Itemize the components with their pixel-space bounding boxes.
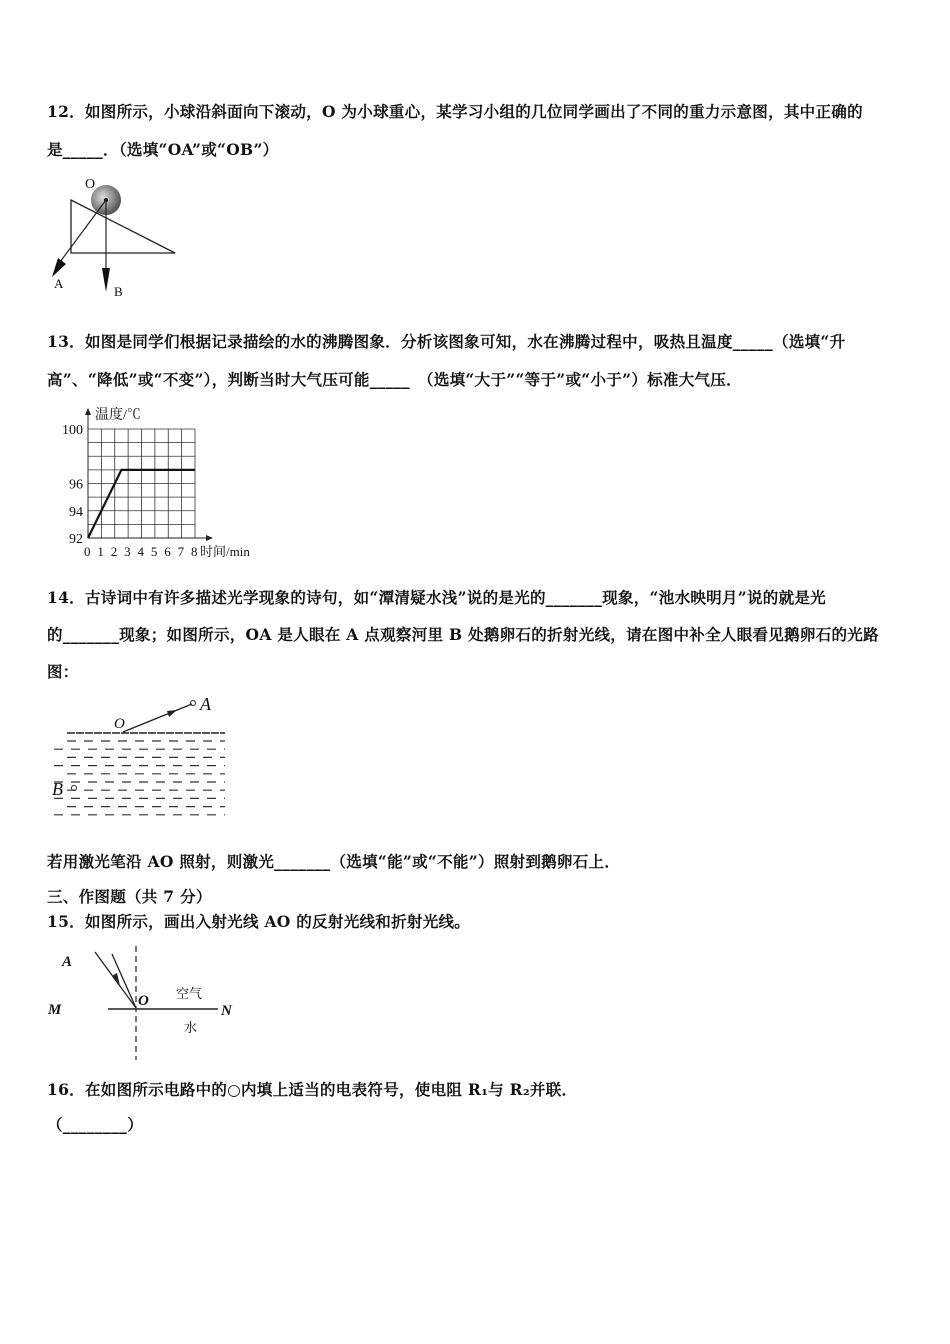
label-water: 水	[184, 1020, 198, 1035]
q13-text-line1: 13．如图是同学们根据记录描绘的水的沸腾图象．分析该图象可知，水在沸腾过程中，吸热且温度_____（选填“升	[47, 332, 846, 351]
arrow-b	[102, 268, 110, 292]
q12-text-line2: 是_____．（选填“OA”或“OB”）	[47, 140, 279, 159]
x-tick-label: 2	[110, 544, 118, 559]
x-tick-label: 5	[150, 544, 158, 559]
label-b: B	[114, 284, 123, 299]
x-tick-label: 4	[137, 544, 144, 559]
ray-arrow	[167, 710, 177, 717]
x-tick-label: 0	[84, 544, 91, 559]
x-tick-label: 8	[191, 544, 198, 559]
label-air: 空气	[176, 986, 203, 1001]
x-tick-label: 1	[97, 544, 104, 559]
y-axis-label: 温度/℃	[95, 408, 141, 423]
y-axis-arrow	[85, 408, 91, 415]
y-tick-label: 100	[62, 423, 83, 438]
label-b: B	[52, 779, 63, 799]
x-axis-label: 时间/min	[200, 544, 250, 559]
label-o: O	[138, 993, 149, 1009]
arrow-a	[52, 258, 66, 277]
label-a: A	[62, 954, 73, 970]
q14-water-figure	[40, 685, 240, 825]
section-3-title: 三、作图题（共 7 分）	[47, 887, 212, 906]
x-axis-arrow	[206, 535, 213, 541]
label-a: A	[54, 276, 64, 291]
q14-text-line2: 的_______现象；如图所示，OA 是人眼在 A 点观察河里 B 处鹅卵石的折射光线，请在图中补全人眼看见鹅卵石的光路	[47, 625, 879, 644]
q14-text-line4: 若用激光笔沿 AO 照射，则激光_______（选填“能”或“不能”）照射到鹅卵石上．	[47, 852, 621, 871]
y-tick-label: 92	[69, 532, 83, 547]
label-n: N	[221, 1003, 232, 1019]
q14-text-line1: 14．古诗词中有许多描述光学现象的诗句，如“潭清疑水浅”说的是光的_______现象，“池水映明月”说的就是光	[47, 588, 826, 607]
q12-incline-figure	[40, 170, 190, 300]
q16-text-line1: 16．在如图所示电路中的○内填上适当的电表符号，使电阻 R₁与 R₂并联．	[47, 1080, 578, 1099]
label-m: M	[48, 1002, 62, 1018]
x-tick-label: 3	[124, 544, 131, 559]
q14-text-line3: 图：	[47, 662, 79, 681]
boiling-chart	[40, 405, 280, 565]
q12-text-line1: 12．如图所示，小球沿斜面向下滚动，O 为小球重心，某学习小组的几位同学画出了不同的重力示意图，其中正确的	[47, 102, 863, 121]
y-tick-label: 96	[69, 477, 83, 493]
q15-text-line1: 15．如图所示，画出入射光线 AO 的反射光线和折射光线。	[47, 912, 471, 931]
x-tick-label: 7	[177, 544, 185, 559]
refracted-ray	[123, 704, 192, 732]
x-tick-label: 6	[164, 544, 171, 559]
y-tick-label: 94	[69, 504, 83, 520]
q13-text-line2: 高”、“降低”或“不变”），判断当时大气压可能_____ （选填“大于”“等于”或“小于”）标准大气压．	[47, 370, 742, 389]
label-o: O	[85, 177, 96, 192]
label-o: O	[114, 716, 125, 732]
label-a: A	[200, 694, 211, 714]
ray-arrow	[112, 973, 120, 986]
q15-reflection-figure	[40, 942, 240, 1062]
q16-answer-blank: （________）	[47, 1115, 144, 1134]
